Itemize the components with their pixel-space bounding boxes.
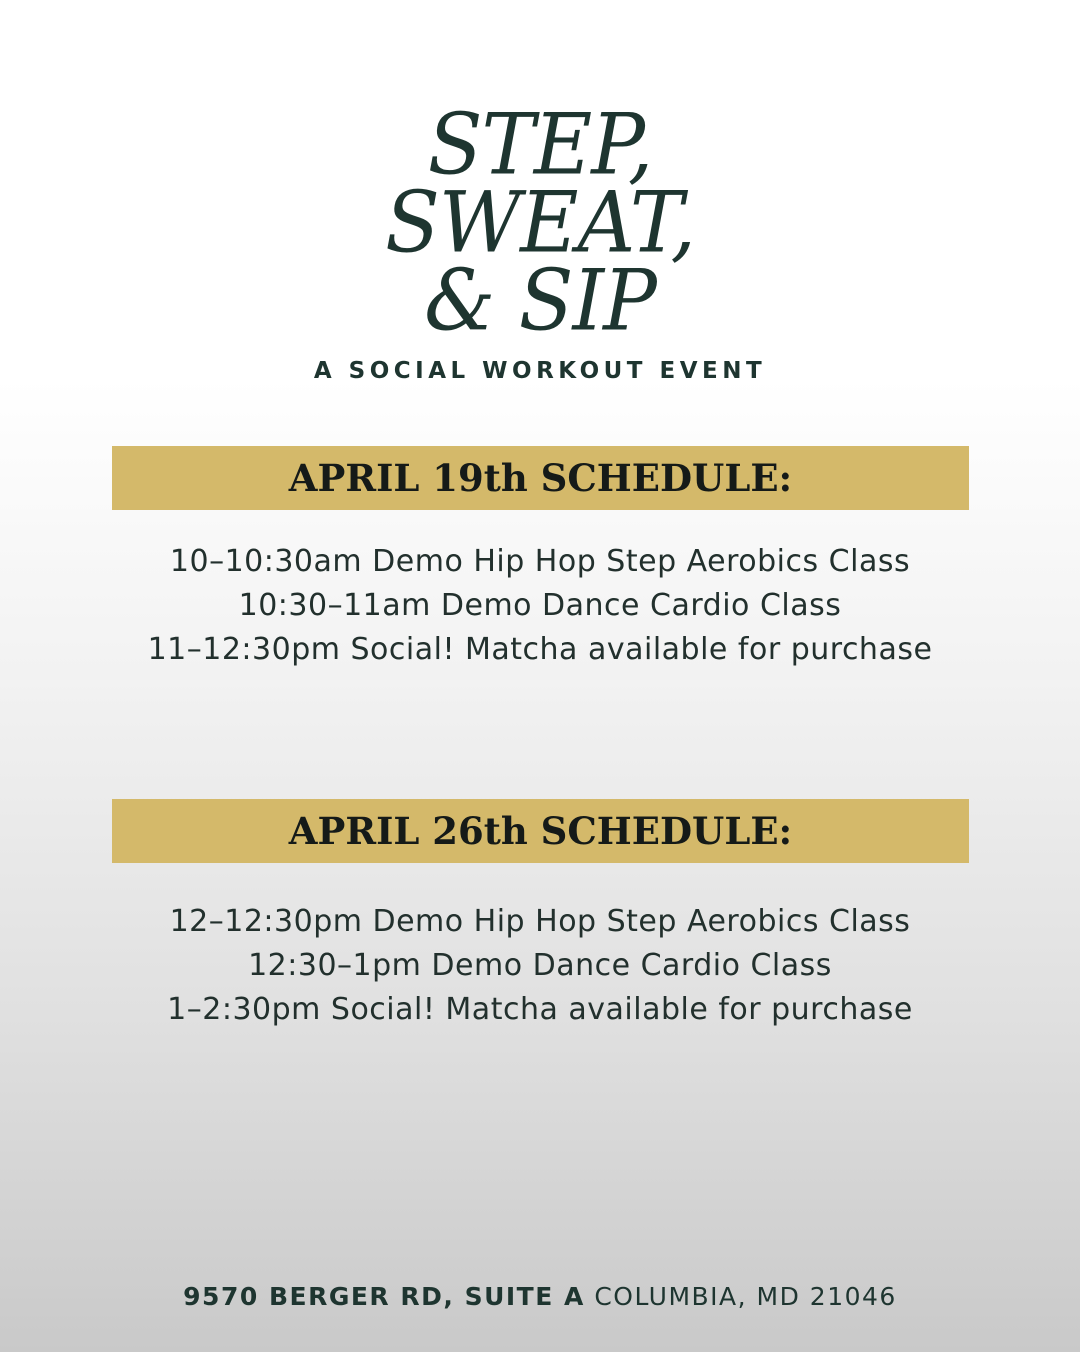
schedule-banner-april-19 [112,446,969,510]
schedule-item: 10:30–11am Demo Dance Cardio Class [238,588,842,623]
schedule-item: 12–12:30pm Demo Hip Hop Step Aerobics Class [169,904,911,939]
schedule-heading: APRIL 26th SCHEDULE: [288,809,793,853]
address-street: 9570 BERGER RD, SUITE A [183,1282,585,1311]
title-line-2: SWEAT, [385,173,695,272]
schedule-list-april-19 [0,540,1080,672]
title-line-3: & SIP [424,251,656,350]
schedule-item: 11–12:30pm Social! Matcha available for purchase [147,632,933,667]
event-address [0,1282,1080,1311]
title-line-1: STEP, [427,95,653,194]
event-subtitle: A SOCIAL WORKOUT EVENT [313,358,767,384]
schedule-item: 1–2:30pm Social! Matcha available for purchase [167,992,913,1027]
schedule-banner-april-26 [112,799,969,863]
schedule-heading: APRIL 19th SCHEDULE: [288,456,793,500]
schedule-list-april-26 [0,900,1080,1032]
schedule-item: 10–10:30am Demo Hip Hop Step Aerobics Class [169,544,911,579]
address-city: COLUMBIA, MD 21046 [594,1282,897,1311]
schedule-item: 12:30–1pm Demo Dance Cardio Class [248,948,832,983]
